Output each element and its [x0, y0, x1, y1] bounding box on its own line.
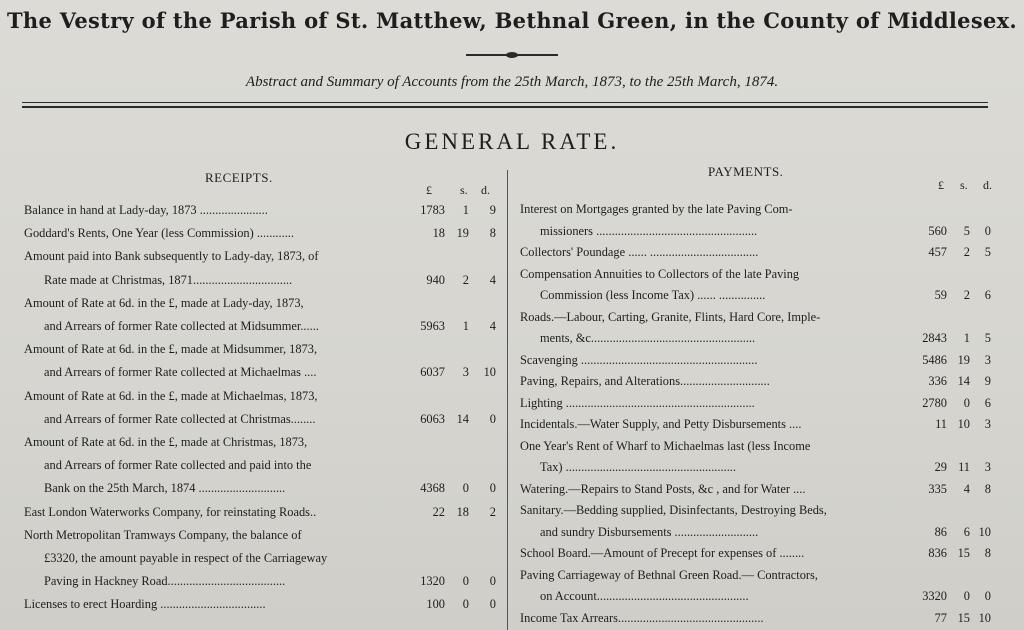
receipts-line-pounds: 100 [426, 597, 445, 612]
payments-line-pounds: 3320 [922, 589, 947, 603]
payments-line-text: Commission (less Income Tax) ...... ............... [540, 288, 766, 302]
payments-line [520, 414, 1000, 434]
payments-line-shillings: 5 [963, 223, 970, 238]
payments-line-pounds: 2780 [922, 395, 947, 410]
payments-line-shillings: 19 [957, 352, 970, 367]
payments-line-text: Paving, Repairs, and Alterations............................. [520, 374, 770, 388]
payments-line-pounds: 335 [928, 481, 947, 496]
receipts-line [24, 316, 504, 336]
payments-line [520, 608, 1000, 628]
payments-line [520, 393, 1000, 413]
payments-line-text: Scavenging ......................................................... [520, 352, 758, 367]
receipts-line [24, 409, 504, 429]
payments-line-shillings: 0 [963, 395, 970, 410]
payments-pounds-header: £ [938, 178, 944, 192]
payments-line-shillings: 2 [963, 245, 970, 259]
receipts-line-text: Paving in Hackney Road...................................... [44, 574, 286, 589]
receipts-line-pence: 0 [489, 411, 496, 426]
payments-line [520, 307, 1000, 327]
receipts-line-text: and Arrears of former Rate collected at Christmas........ [44, 411, 316, 426]
receipts-line-text: Amount of Rate at 6d. in the £, made at Christmas, 1873, [24, 435, 308, 449]
document-subtitle: Abstract and Summary of Accounts from the 25th March, 1873, to the 25th March, 1874. [245, 74, 779, 90]
payments-line [520, 285, 1000, 305]
payments-line-pounds: 336 [928, 374, 947, 388]
receipts-shillings-header: s. [460, 183, 468, 197]
payments-line-shillings: 2 [963, 288, 970, 302]
receipts-line [24, 548, 504, 568]
payments-line [520, 565, 1000, 585]
payments-line-text: One Year's Rent of Wharf to Michaelmas last (less Income [520, 438, 811, 453]
receipts-line-pence: 0 [489, 481, 496, 496]
payments-line-pence: 3 [984, 352, 991, 367]
payments-line-pence: 5 [984, 331, 991, 345]
receipts-line [24, 362, 504, 382]
payments-line-pence: 10 [978, 524, 991, 539]
receipts-line-pence: 0 [489, 597, 496, 612]
payments-line [520, 264, 1000, 284]
payments-line-text: Lighting ............................................................. [520, 395, 755, 410]
receipts-line-shillings: 0 [462, 481, 469, 496]
receipts-line-shillings: 1 [462, 319, 469, 333]
payments-line [520, 199, 1000, 219]
payments-line-shillings: 0 [963, 589, 970, 603]
receipts-line-pounds: 22 [432, 504, 445, 519]
payments-line [520, 436, 1000, 456]
payments-line [520, 586, 1000, 606]
ornament-dot [506, 52, 518, 58]
receipts-line-pence: 4 [489, 319, 496, 333]
receipts-line [24, 246, 504, 266]
receipts-line-text: Rate made at Christmas, 1871................................ [44, 272, 293, 287]
receipts-line-shillings: 19 [456, 226, 469, 241]
payments-line [520, 543, 1000, 563]
payments-line-shillings: 15 [957, 546, 970, 560]
payments-line-text: missioners .................................................... [540, 223, 758, 238]
payments-line [520, 457, 1000, 477]
receipts-line-text: Licenses to erect Hoarding .................................. [24, 597, 266, 612]
receipts-line [24, 571, 504, 591]
payments-line-pounds: 29 [934, 460, 947, 474]
receipts-line [24, 386, 504, 406]
payments-line-pence: 9 [984, 374, 991, 388]
receipts-line-text: and Arrears of former Rate collected and paid into the [44, 458, 312, 473]
payments-line-shillings: 1 [963, 331, 970, 345]
receipts-line-text: Amount paid into Bank subsequently to Lady-day, 1873, of [24, 249, 319, 264]
column-divider [507, 170, 508, 630]
receipts-line-pounds: 5963 [420, 319, 445, 333]
document-title: The Vestry of the Parish of St. Matthew, Bethnal Green, in the County of Middlesex. [6, 8, 1018, 33]
receipts-line-pence: 0 [489, 574, 496, 589]
receipts-line [24, 339, 504, 359]
payments-line-text: and sundry Disbursements ........................... [540, 524, 759, 539]
payments-line-pence: 6 [984, 395, 991, 410]
payments-line-pounds: 836 [928, 546, 947, 560]
receipts-line [24, 200, 504, 220]
receipts-line-pence: 8 [489, 226, 496, 241]
receipts-line-text: Amount of Rate at 6d. in the £, made at Lady-day, 1873, [24, 295, 304, 310]
receipts-line-pounds: 6037 [420, 365, 445, 380]
receipts-line-text: Bank on the 25th March, 1874 ............................ [44, 481, 286, 496]
receipts-line-pounds: 6063 [420, 411, 445, 426]
payments-line [520, 371, 1000, 391]
payments-line-text: Incidentals.—Water Supply, and Petty Disbursements .... [520, 417, 802, 431]
payments-line [520, 328, 1000, 348]
payments-shillings-header: s. [960, 178, 968, 192]
payments-line-shillings: 15 [957, 610, 970, 625]
payments-line-pounds: 5486 [922, 352, 947, 367]
receipts-line-shillings: 14 [456, 411, 469, 426]
payments-line [520, 221, 1000, 241]
receipts-line [24, 594, 504, 614]
payments-line-pence: 10 [978, 610, 991, 625]
payments-line-pence: 8 [984, 481, 991, 496]
payments-line [520, 500, 1000, 520]
payments-line [520, 350, 1000, 370]
payments-line-pence: 6 [984, 288, 991, 302]
payments-line-text: on Account................................................. [540, 589, 749, 603]
receipts-line [24, 502, 504, 522]
receipts-pence-header: d. [481, 183, 490, 197]
receipts-line-text: East London Waterworks Company, for reinstating Roads.. [24, 504, 317, 519]
payments-line-pounds: 11 [935, 417, 947, 431]
payments-line-pence: 0 [984, 589, 991, 603]
payments-line [520, 479, 1000, 499]
payments-line [520, 522, 1000, 542]
payments-line-pence: 5 [984, 245, 991, 259]
receipts-line-shillings: 2 [462, 272, 469, 287]
payments-line-text: Income Tax Arrears............................................... [520, 610, 764, 625]
receipts-line-text: Amount of Rate at 6d. in the £, made at Michaelmas, 1873, [24, 388, 318, 403]
payments-line-pounds: 77 [934, 610, 947, 625]
receipts-line [24, 293, 504, 313]
receipts-line-text: and Arrears of former Rate collected at Midsummer...... [44, 319, 319, 333]
receipts-heading: RECEIPTS. [205, 170, 273, 185]
payments-line-text: ments, &c..................................................... [540, 331, 756, 345]
section-heading: GENERAL RATE. [404, 129, 620, 154]
receipts-line-pence: 2 [489, 504, 496, 519]
receipts-line-text: £3320, the amount payable in respect of the Carriageway [44, 551, 328, 565]
receipts-line-pence: 9 [489, 203, 496, 217]
payments-line-text: School Board.—Amount of Precept for expenses of ........ [520, 546, 805, 560]
payments-line-shillings: 14 [957, 374, 970, 388]
receipts-line-text: Balance in hand at Lady-day, 1873 ...................... [24, 203, 268, 217]
payments-line-pounds: 560 [928, 223, 947, 238]
receipts-pounds-header: £ [426, 183, 432, 197]
receipts-line [24, 432, 504, 452]
title-ornament [466, 52, 558, 58]
payments-line-pounds: 2843 [922, 331, 947, 345]
payments-line-shillings: 11 [958, 460, 970, 474]
receipts-line [24, 478, 504, 498]
payments-line-pence: 3 [984, 417, 991, 431]
receipts-line-text: and Arrears of former Rate collected at Michaelmas .... [44, 365, 317, 380]
payments-line-pounds: 457 [928, 245, 947, 259]
payments-heading: PAYMENTS. [708, 164, 784, 179]
header-rule-thin [22, 102, 988, 103]
receipts-line-pence: 4 [489, 272, 496, 287]
payments-line-text: Watering.—Repairs to Stand Posts, &c , and for Water .... [520, 481, 806, 496]
receipts-line-pounds: 940 [426, 272, 445, 287]
receipts-line-shillings: 0 [462, 597, 469, 612]
payments-line-pence: 0 [984, 223, 991, 238]
payments-line-shillings: 6 [963, 524, 970, 539]
payments-line-pence: 8 [984, 546, 991, 560]
receipts-line-shillings: 0 [462, 574, 469, 589]
payments-line-pounds: 86 [934, 524, 947, 539]
receipts-line-text: Goddard's Rents, One Year (less Commission) ............ [24, 226, 294, 241]
receipts-line [24, 525, 504, 545]
payments-line-text: Interest on Mortgages granted by the late Paving Com- [520, 202, 793, 216]
receipts-line-pounds: 18 [432, 226, 445, 241]
payments-line [520, 242, 1000, 262]
receipts-line-shillings: 3 [462, 365, 469, 380]
payments-pence-header: d. [983, 178, 992, 192]
receipts-line-shillings: 18 [456, 504, 469, 519]
payments-line-text: Sanitary.—Bedding supplied, Disinfectants, Destroying Beds, [520, 503, 827, 517]
receipts-line [24, 223, 504, 243]
payments-line-text: Collectors' Poundage ...... ................................... [520, 245, 759, 259]
payments-line-text: Tax) ....................................................... [540, 460, 736, 474]
receipts-line-pounds: 4368 [420, 481, 445, 496]
payments-line-text: Compensation Annuities to Collectors of the late Paving [520, 266, 800, 281]
receipts-line [24, 455, 504, 475]
payments-line-pounds: 59 [934, 288, 947, 302]
payments-line-text: Paving Carriageway of Bethnal Green Road.— Contractors, [520, 567, 818, 582]
payments-line-shillings: 10 [957, 417, 970, 431]
receipts-line-pounds: 1320 [420, 574, 445, 589]
receipts-line-pounds: 1783 [420, 203, 445, 217]
receipts-line [24, 270, 504, 290]
receipts-line-shillings: 1 [462, 203, 469, 217]
payments-line-text: Roads.—Labour, Carting, Granite, Flints, Hard Core, Imple- [520, 309, 821, 324]
payments-line-shillings: 4 [963, 481, 970, 496]
payments-line-pence: 3 [984, 460, 991, 474]
header-rule-thick [22, 106, 988, 108]
receipts-line-text: Amount of Rate at 6d. in the £, made at Midsummer, 1873, [24, 342, 318, 357]
receipts-line-pence: 10 [483, 365, 496, 380]
receipts-line-text: North Metropolitan Tramways Company, the balance of [24, 527, 302, 542]
